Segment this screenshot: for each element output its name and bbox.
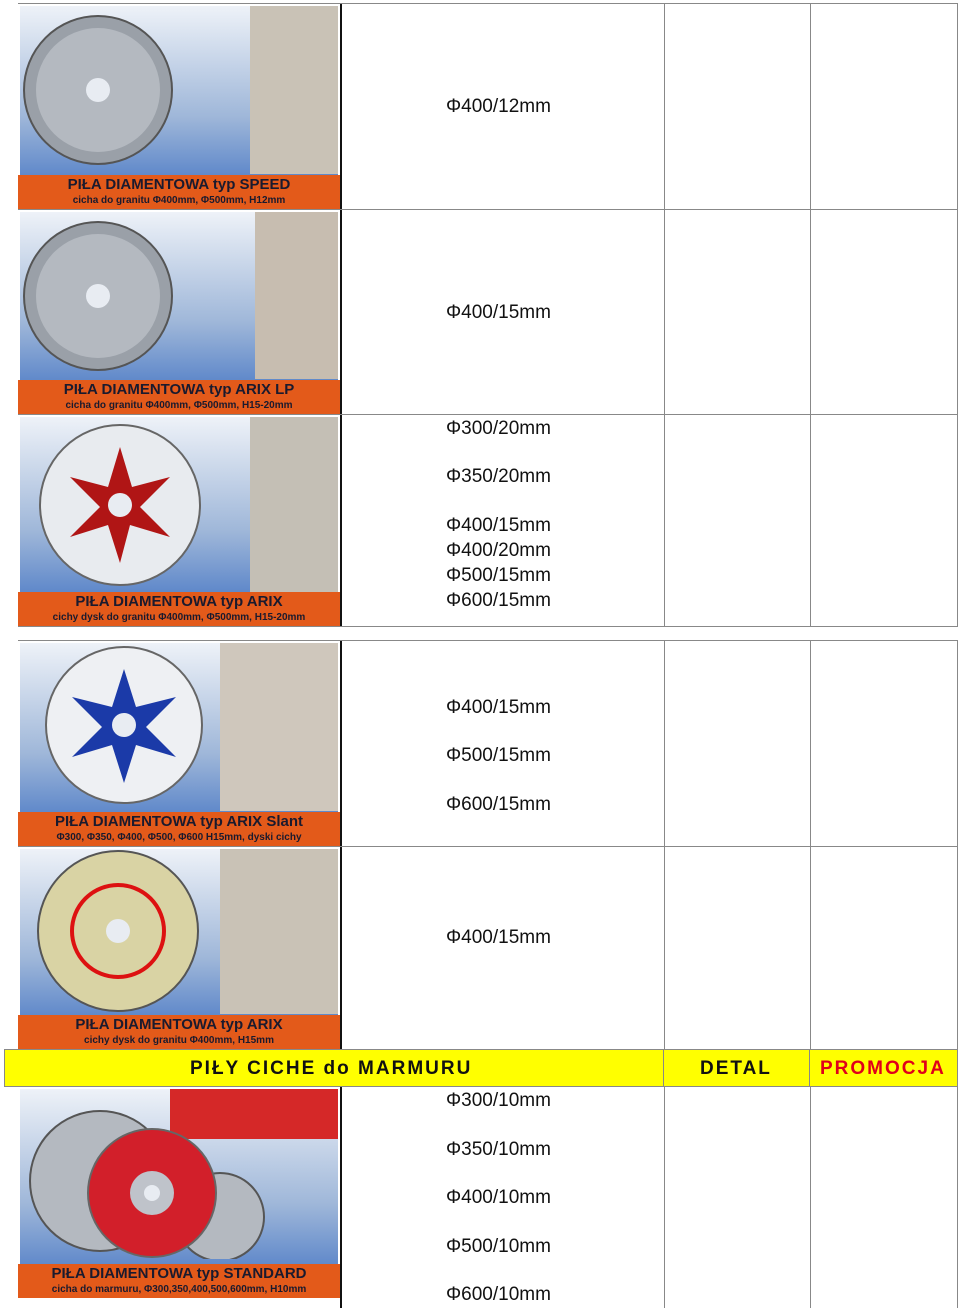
size-value: Φ400/15mm — [446, 302, 551, 323]
size-value: Φ400/15mm — [446, 697, 551, 718]
saw-blade-icon — [20, 849, 338, 1014]
size-value: Φ500/15mm — [446, 745, 551, 766]
saw-blade-icon — [20, 417, 338, 592]
detal-price-cell — [664, 4, 810, 209]
size-value: Φ400/20mm — [446, 540, 551, 561]
caption-subtitle: cichy dysk do granitu Φ400mm, Φ500mm, H15-20mm — [52, 612, 306, 623]
caption-subtitle: cicha do granitu Φ400mm, Φ500mm, H15-20mm — [65, 400, 293, 411]
product-row — [18, 846, 958, 1049]
size-value: Φ400/12mm — [446, 96, 551, 117]
detal-price-cell — [664, 415, 810, 626]
size-cell — [340, 415, 664, 626]
promo-price-cell — [810, 210, 958, 414]
product-caption — [18, 1264, 340, 1298]
product-caption — [18, 380, 340, 414]
product-image-cell — [18, 4, 340, 209]
size-cell — [340, 1087, 664, 1308]
size-cell — [340, 4, 664, 209]
caption-subtitle: cicha do marmuru, Φ300,350,400,500,600mm, H10mm — [51, 1284, 307, 1295]
size-value: Φ350/20mm — [446, 466, 551, 487]
product-image-cell — [18, 847, 340, 1049]
size-cell — [340, 847, 664, 1049]
promo-price-cell — [810, 415, 958, 626]
product-caption — [18, 1015, 340, 1049]
saw-blade-icon — [20, 1089, 338, 1259]
caption-subtitle: cicha do granitu Φ400mm, Φ500mm, H12mm — [72, 195, 286, 206]
size-value: Φ350/10mm — [446, 1139, 551, 1160]
size-value: Φ300/10mm — [446, 1090, 551, 1111]
product-caption — [18, 175, 340, 209]
caption-title: PIŁA DIAMENTOWA typ ARIX — [75, 593, 283, 610]
product-image-cell — [18, 1087, 340, 1308]
caption-title: PIŁA DIAMENTOWA typ STANDARD — [51, 1265, 307, 1282]
product-image-cell — [18, 210, 340, 414]
product-row — [18, 3, 958, 209]
promo-price-cell — [810, 4, 958, 209]
detal-column-header: DETAL — [700, 1058, 772, 1079]
caption-subtitle: Φ300, Φ350, Φ400, Φ500, Φ600 H15mm, dyski cichy — [56, 832, 302, 843]
size-cell — [340, 210, 664, 414]
detal-price-cell — [664, 847, 810, 1049]
product-caption — [18, 592, 340, 626]
product-image-cell — [18, 415, 340, 626]
caption-title: PIŁA DIAMENTOWA typ ARIX — [75, 1016, 283, 1033]
caption-subtitle: cichy dysk do granitu Φ400mm, H15mm — [84, 1035, 274, 1046]
size-value: Φ400/10mm — [446, 1187, 551, 1208]
section-title: PIŁY CICHE do MARMURU — [190, 1058, 473, 1079]
size-value: Φ500/10mm — [446, 1236, 551, 1257]
product-row — [18, 209, 958, 414]
promocja-column-header: PROMOCJA — [820, 1058, 946, 1079]
size-cell — [340, 641, 664, 846]
caption-title: PIŁA DIAMENTOWA typ ARIX LP — [63, 381, 295, 398]
product-row — [18, 1087, 958, 1308]
saw-blade-icon — [20, 643, 338, 811]
size-value: Φ400/15mm — [446, 927, 551, 948]
size-value: Φ600/15mm — [446, 794, 551, 815]
size-value: Φ600/15mm — [446, 590, 551, 611]
size-value: Φ500/15mm — [446, 565, 551, 586]
size-value: Φ300/20mm — [446, 418, 551, 439]
detal-price-cell — [664, 1087, 810, 1308]
detal-price-cell — [664, 210, 810, 414]
promo-price-cell — [810, 847, 958, 1049]
section-banner — [4, 1049, 958, 1087]
product-row — [18, 414, 958, 627]
caption-title: PIŁA DIAMENTOWA typ SPEED — [67, 176, 291, 193]
saw-blade-icon — [20, 6, 338, 174]
detal-price-cell — [664, 641, 810, 846]
promo-price-cell — [810, 641, 958, 846]
saw-blade-icon — [20, 212, 338, 379]
product-image-cell — [18, 641, 340, 846]
size-value: Φ600/10mm — [446, 1284, 551, 1305]
size-value: Φ400/15mm — [446, 515, 551, 536]
product-row — [18, 640, 958, 846]
product-caption — [18, 812, 340, 846]
promo-price-cell — [810, 1087, 958, 1308]
caption-title: PIŁA DIAMENTOWA typ ARIX Slant — [54, 813, 304, 830]
